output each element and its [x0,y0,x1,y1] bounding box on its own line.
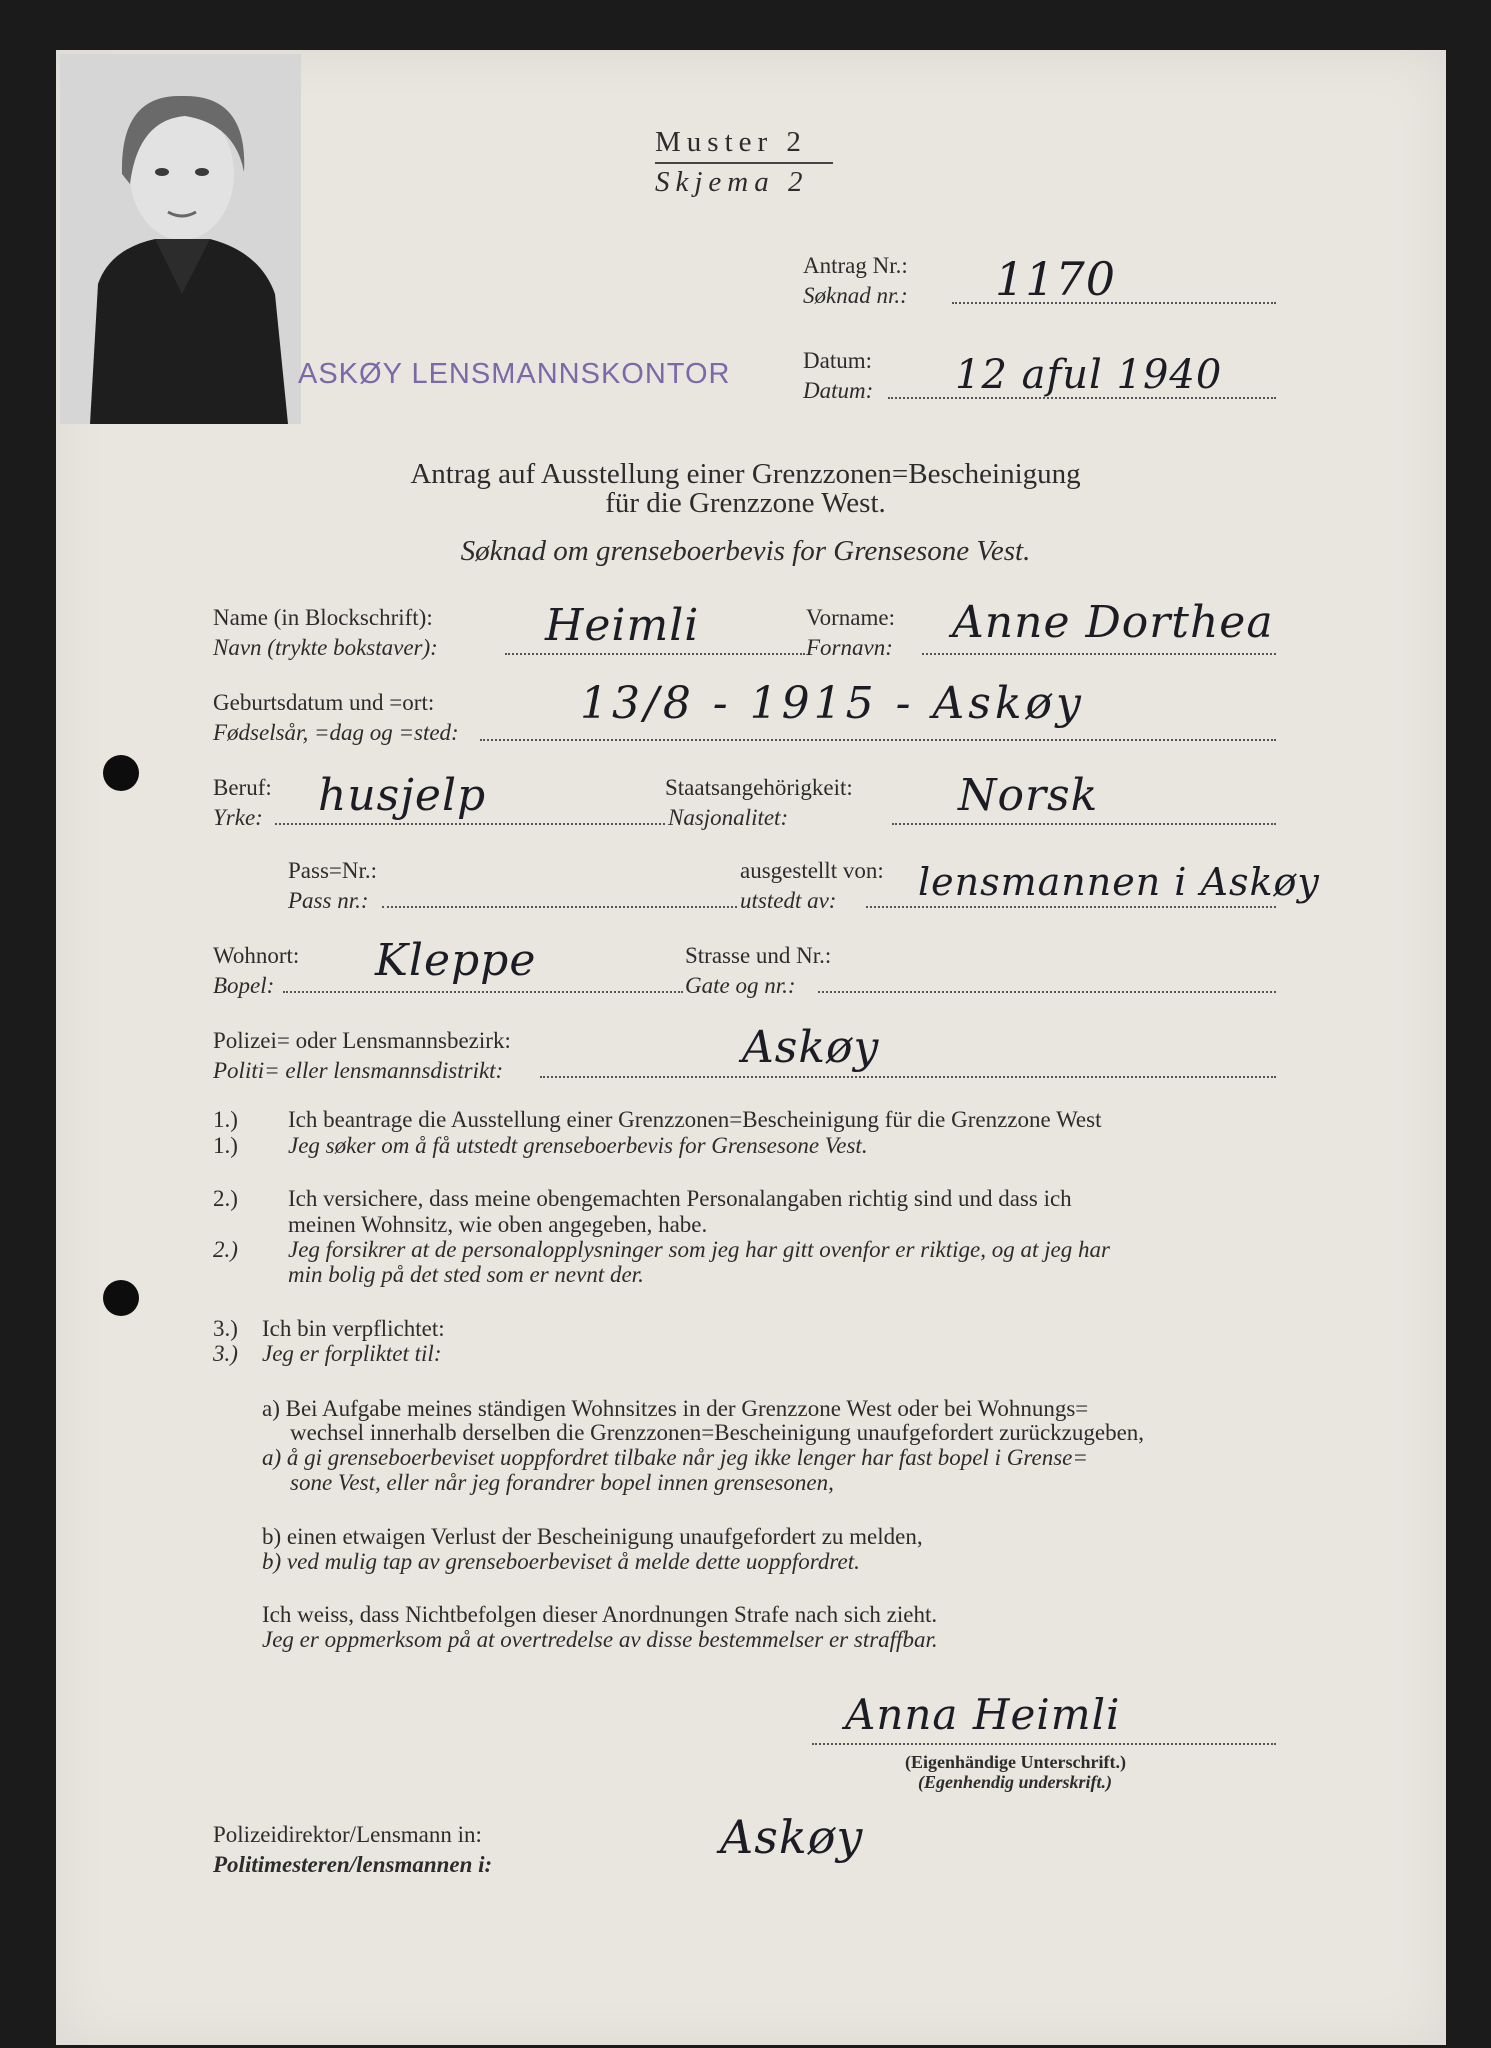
antrag-number: 1170 [995,252,1117,306]
clause-2-no-line1: Jeg forsikrer at de personalopplysninger som jeg har gitt ovenfor er riktige, og at jeg har [288,1237,1110,1262]
datum-label-no: Datum: [803,378,874,403]
staat-label-de: Staatsangehörigkeit: [665,775,853,800]
bezirk-value: Askøy [742,1022,880,1073]
signature-value: Anna Heimli [845,1690,1121,1739]
beruf-line [275,823,665,825]
strasse-label-no: Gate og nr.: [685,973,796,998]
title-de-line2: für die Grenzzone West. [605,487,886,519]
name-label-de: Name (in Blockschrift): [213,605,433,630]
bezirk-label-de: Polizei= oder Lensmannsbezirk: [213,1028,511,1053]
wohnort-value: Kleppe [375,935,537,986]
vorname-label-de: Vorname: [806,605,896,630]
geburt-line [480,739,1276,741]
clause-3-de: Ich bin verpflichtet: [262,1316,445,1341]
vorname-value: Anne Dorthea [952,597,1274,648]
weiss-de: Ich weiss, dass Nichtbefolgen dieser Anordnungen Strafe nach sich zieht. [262,1602,938,1627]
clause-b-no: b) ved mulig tap av grenseboerbeviset å melde dette uoppfordret. [262,1549,860,1574]
signature-label-no: (Egenhendig underskrift.) [918,1772,1113,1792]
beruf-label-de: Beruf: [213,775,272,800]
clause-a-no-line2: sone Vest, eller når jeg forandrer bopel innen grensesonen, [290,1470,834,1495]
staat-label-no: Nasjonalitet: [668,805,789,830]
vorname-label-no: Fornavn: [806,635,893,660]
name-line [505,653,805,655]
clause-2-num-de: 2.) [213,1186,238,1211]
ausgestellt-value: lensmannen i Askøy [918,860,1320,904]
title-de-line1: Antrag auf Ausstellung einer Grenzzonen=Bescheinigung [410,458,1081,490]
geburt-label-no: Fødselsår, =dag og =sted: [213,720,459,745]
name-label-no: Navn (trykte bokstaver): [213,635,438,660]
footer-value: Askøy [720,1810,864,1864]
ausgestellt-label-de: ausgestellt von: [740,858,884,883]
footer-label-no: Politimesteren/lensmannen i: [213,1852,493,1877]
bezirk-label-no: Politi= eller lensmannsdistrikt: [213,1058,504,1083]
bezirk-line [540,1076,1276,1078]
clause-a-de-line1: a) Bei Aufgabe meines ständigen Wohnsitzes in der Grenzzone West oder bei Wohnungs= [262,1396,1089,1421]
clause-a-de-line2: wechsel innerhalb derselben die Grenzzonen=Bescheinigung unaufgefordert zurückzugeben, [290,1420,1145,1445]
staat-line [892,823,1276,825]
punch-hole-bottom [103,1280,139,1316]
strasse-label-de: Strasse und Nr.: [685,943,832,968]
clause-2-num-no: 2.) [213,1237,238,1262]
name-value: Heimli [545,600,700,651]
beruf-label-no: Yrke: [213,805,263,830]
signature-line [812,1743,1276,1745]
ausgestellt-line [866,906,1276,908]
clause-1-no: Jeg søker om å få utstedt grenseboerbevis for Grensesone Vest. [288,1133,868,1158]
ausgestellt-label-no: utstedt av: [740,888,837,913]
skjema-heading: Skjema 2 [655,166,809,198]
clause-2-no-line2: min bolig på det sted som er nevnt der. [288,1262,644,1287]
pass-line [382,906,737,908]
clause-1-num-no: 1.) [213,1133,238,1158]
punch-hole-top [103,755,139,791]
clause-1-de: Ich beantrage die Ausstellung einer Grenzzonen=Bescheinigung für die Grenzzone West [288,1107,1102,1132]
office-stamp: ASKØY LENSMANNSKONTOR [298,358,731,390]
clause-b-de: b) einen etwaigen Verlust der Bescheinigung unaufgefordert zu melden, [262,1524,923,1549]
beruf-value: husjelp [318,770,487,821]
geburt-value: 13/8 - 1915 - Askøy [580,678,1085,729]
antrag-label-no: Søknad nr.: [803,283,908,308]
weiss-no: Jeg er oppmerksom på at overtredelse av disse bestemmelser er straffbar. [262,1627,938,1652]
clause-2-de-line2: meinen Wohnsitz, wie oben angegeben, habe. [288,1212,708,1237]
pass-label-de: Pass=Nr.: [288,858,378,883]
vorname-line [922,653,1276,655]
datum-value: 12 aful 1940 [955,352,1223,398]
clause-1-num-de: 1.) [213,1107,238,1132]
datum-label-de: Datum: [803,348,872,373]
muster-underline [655,162,833,164]
pass-label-no: Pass nr.: [288,888,369,913]
muster-heading: Muster 2 [655,126,807,158]
wohnort-label-de: Wohnort: [213,943,300,968]
footer-label-de: Polizeidirektor/Lensmann in: [213,1822,482,1847]
wohnort-line [283,991,683,993]
title-no: Søknad om grenseboerbevis for Grensesone Vest. [460,535,1031,567]
wohnort-label-no: Bopel: [213,973,275,998]
antrag-label-de: Antrag Nr.: [803,253,908,278]
strasse-line [818,991,1276,993]
geburt-label-de: Geburtsdatum und =ort: [213,690,435,715]
signature-label-de: (Eigenhändige Unterschrift.) [905,1752,1126,1772]
staat-value: Norsk [958,770,1099,821]
applicant-photo [60,54,301,424]
clause-3-no: Jeg er forpliktet til: [262,1341,442,1366]
clause-2-de-line1: Ich versichere, dass meine obengemachten Personalangaben richtig sind und dass ich [288,1186,1072,1211]
clause-3-num-no: 3.) [213,1341,238,1366]
clause-3-num-de: 3.) [213,1316,238,1341]
clause-a-no-line1: a) å gi grenseboerbeviset uoppfordret tilbake når jeg ikke lenger har fast bopel i Grense= [262,1445,1088,1470]
